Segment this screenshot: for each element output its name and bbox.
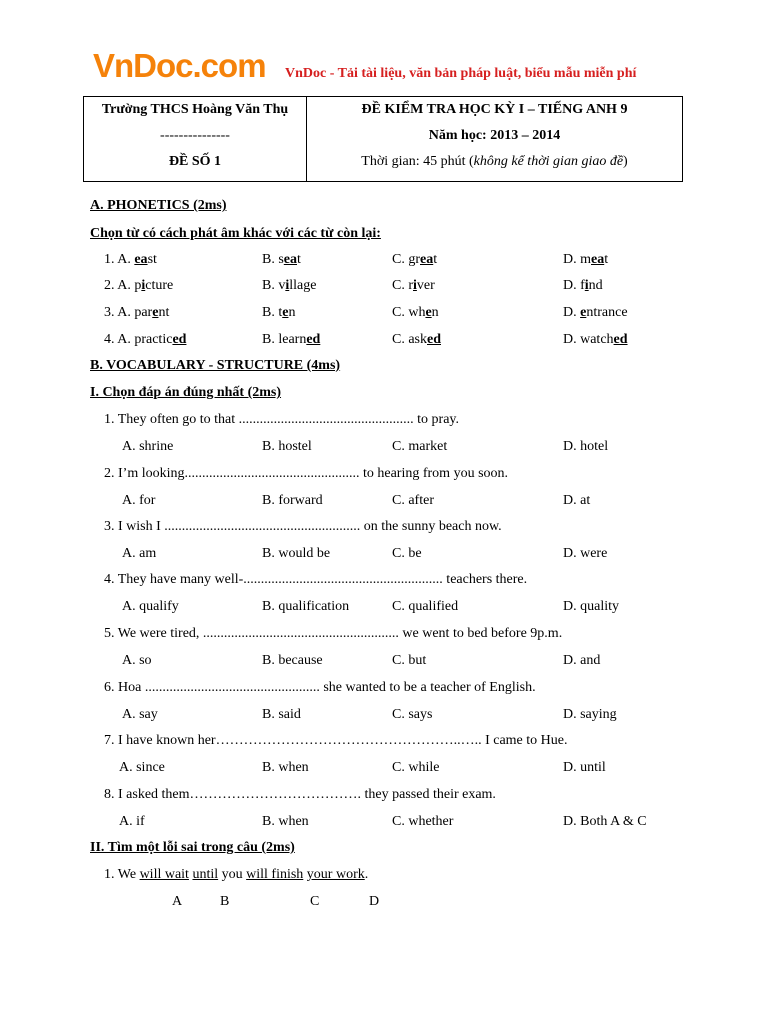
word-part-sound: e — [282, 305, 289, 320]
vocab-q7-option-d: D. until — [563, 760, 606, 775]
vocab-q5-option-a: A. so — [122, 653, 152, 668]
vocab-q6-option-c: C. says — [392, 707, 433, 722]
vocab-q4-option-c: C. qualified — [392, 599, 459, 614]
phonetics-q2-option-b — [262, 277, 316, 295]
school-year: Năm học: 2013 – 2014 — [428, 128, 561, 143]
dash-divider: --------------- — [160, 128, 230, 143]
word-part-sound: ed — [613, 332, 628, 347]
word-part-pre: practic — [134, 332, 173, 347]
vocab-q7-option-c: C. while — [392, 760, 440, 775]
vocab-q8-option-d: D. Both A & C — [563, 814, 647, 829]
word-part-pre: B. t — [262, 305, 283, 320]
word-part-pre: par — [134, 305, 153, 320]
question-number: 2. A. — [104, 278, 135, 293]
error-q1-space2: you — [218, 867, 247, 882]
vocab-q4-option-b: B. qualification — [262, 599, 350, 614]
section-a-heading: A. PHONETICS (2ms) — [90, 198, 227, 213]
word-part-post: ntrance — [586, 305, 628, 320]
word-part-sound: ea — [134, 252, 148, 267]
phonetics-q3-option-d — [563, 304, 628, 322]
vocab-q1-option-c: C. market — [392, 439, 448, 454]
word-part-pre: B. s — [262, 252, 284, 267]
section-b-heading: B. VOCABULARY - STRUCTURE (4ms) — [90, 358, 341, 373]
vocab-question-3: 3. I wish I ........................................................ on the sunny beach now. — [104, 519, 502, 534]
error-question-1 — [104, 866, 368, 884]
error-letter-d: D — [369, 894, 380, 909]
error-q1-part-a: will wait — [139, 867, 189, 882]
vocab-q3-option-a: A. am — [122, 546, 157, 561]
word-part-post: llage — [289, 278, 317, 293]
error-q1-part-b: until — [192, 867, 219, 882]
word-part-pre: C. r — [392, 278, 413, 293]
word-part-sound: e — [152, 305, 159, 320]
word-part-pre: D. m — [563, 252, 591, 267]
vocab-question-4: 4. They have many well-......................................................... teachers there. — [104, 572, 528, 587]
word-part-post: nt — [158, 305, 170, 320]
word-part-post: nd — [588, 278, 603, 293]
word-part-pre: B. v — [262, 278, 286, 293]
error-letter-c: C — [310, 894, 320, 909]
vocab-q1-option-d: D. hotel — [563, 439, 609, 454]
time-prefix: Thời gian: 45 phút ( — [361, 154, 474, 169]
vocab-q8-option-c: C. whether — [392, 814, 454, 829]
error-q1-end: . — [364, 867, 369, 882]
school-name: Trường THCS Hoàng Văn Thụ — [101, 102, 289, 117]
vocab-q4-option-d: D. quality — [563, 599, 619, 614]
vocab-question-7: 7. I have known her……………………………………………..….. I came to Hue. — [104, 733, 568, 748]
word-part-sound: ea — [420, 252, 434, 267]
vocab-q3-option-d: D. were — [563, 546, 608, 561]
vndoc-logo[interactable] — [93, 46, 266, 86]
phonetics-q2-option-d — [563, 277, 603, 295]
vocab-question-8: 8. I asked them………………………………. they passed their exam. — [104, 787, 496, 802]
word-part-post: t — [604, 252, 609, 267]
phonetics-q4-option-d — [563, 331, 628, 349]
section-a-instruction: Chọn từ có cách phát âm khác với các từ còn lại: — [90, 226, 381, 241]
word-part-post: ver — [416, 278, 435, 293]
word-part-sound: i — [141, 278, 146, 293]
phonetics-q3-option-b — [262, 304, 295, 322]
vocab-q5-option-c: C. but — [392, 653, 427, 668]
word-part-pre: p — [134, 278, 142, 293]
vocab-q5-option-b: B. because — [262, 653, 323, 668]
word-part-sound: e — [425, 305, 432, 320]
vocab-q3-option-b: B. would be — [262, 546, 331, 561]
school-column — [84, 97, 307, 181]
time-note: không kể thời gian giao đề — [473, 154, 624, 169]
vocab-q2-option-d: D. at — [563, 493, 591, 508]
word-part-sound: ea — [591, 252, 605, 267]
vocab-question-1: 1. They often go to that .................................................. to pray. — [104, 412, 460, 427]
vocab-q7-option-b: B. when — [262, 760, 309, 775]
vocab-q2-option-b: B. forward — [262, 493, 323, 508]
phonetics-q3-option-c — [392, 304, 439, 322]
phonetics-q2-option-a — [104, 277, 173, 295]
question-number: 3. A. — [104, 305, 135, 320]
word-part-post: cture — [145, 278, 174, 293]
vocab-q2-option-c: C. after — [392, 493, 434, 508]
vocab-question-6: 6. Hoa .................................................. she wanted to be a teacher of English. — [104, 680, 536, 695]
phonetics-q4-option-a — [104, 331, 186, 349]
error-letter-b: B — [220, 894, 230, 909]
phonetics-q1-option-a — [104, 251, 157, 269]
site-tagline: VnDoc - Tải tài liệu, văn bản pháp luật, biểu mẫu miễn phí — [285, 66, 637, 81]
vocab-question-2: 2. I’m looking.................................................. to hearing from you soon. — [104, 466, 509, 481]
vocab-q1-option-b: B. hostel — [262, 439, 312, 454]
logo-text-com: .com — [192, 47, 266, 84]
word-part-pre: D. watch — [563, 332, 614, 347]
error-q1-prefix: 1. We — [104, 867, 140, 882]
word-part-post: n — [431, 305, 439, 320]
vocab-question-5: 5. We were tired, ........................................................ we went to bed before 9p.m. — [104, 626, 563, 641]
word-part-post: t — [297, 252, 301, 267]
vocab-q4-option-a: A. qualify — [122, 599, 179, 614]
word-part-post: st — [147, 252, 157, 267]
word-part-post: n — [288, 305, 296, 320]
phonetics-q1-option-c — [392, 251, 437, 269]
word-part-sound: ed — [306, 332, 321, 347]
vocab-q7-option-a: A. since — [119, 760, 165, 775]
word-part-sound: i — [584, 278, 589, 293]
vocab-q1-option-a: A. shrine — [122, 439, 174, 454]
time-suffix: ) — [623, 154, 628, 169]
word-part-post: t — [433, 252, 438, 267]
vocab-q2-option-a: A. for — [122, 493, 156, 508]
word-part-sound: i — [413, 278, 417, 293]
word-part-pre: C. ask — [392, 332, 427, 347]
error-q1-part-c: will finish — [246, 867, 304, 882]
error-letter-a: A — [172, 894, 183, 909]
phonetics-q4-option-b — [262, 331, 320, 349]
word-part-pre: B. learn — [262, 332, 307, 347]
vocab-q6-option-a: A. say — [122, 707, 158, 722]
phonetics-q3-option-a — [104, 304, 169, 322]
word-part-sound: e — [580, 305, 587, 320]
phonetics-q2-option-c — [392, 277, 435, 295]
error-q1-part-d: your work — [306, 867, 365, 882]
question-number: 4. A. — [104, 332, 135, 347]
exam-title: ĐỀ KIỂM TRA HỌC KỲ I – TIẾNG ANH 9 — [361, 102, 628, 117]
vocab-q8-option-a: A. if — [119, 814, 145, 829]
word-part-pre: C. gr — [392, 252, 420, 267]
vocab-q8-option-b: B. when — [262, 814, 309, 829]
section-b1-heading: I. Chọn đáp án đúng nhất (2ms) — [90, 385, 282, 400]
word-part-sound: i — [285, 278, 290, 293]
word-part-pre: C. wh — [392, 305, 426, 320]
exam-number: ĐỀ SỐ 1 — [168, 154, 222, 169]
exam-time — [307, 149, 682, 175]
word-part-pre: D. — [563, 305, 581, 320]
vocab-q3-option-c: C. be — [392, 546, 422, 561]
word-part-sound: ed — [427, 332, 441, 347]
phonetics-q1-option-d — [563, 251, 608, 269]
vocab-q6-option-d: D. saying — [563, 707, 617, 722]
word-part-pre: D. f — [563, 278, 585, 293]
word-part-sound: ea — [283, 252, 298, 267]
question-number: 1. A. — [104, 252, 135, 267]
phonetics-q4-option-c — [392, 331, 441, 349]
section-b2-heading: II. Tìm một lỗi sai trong câu (2ms) — [90, 840, 295, 855]
exam-column — [307, 97, 682, 181]
exam-info-table — [83, 96, 683, 182]
phonetics-q1-option-b — [262, 251, 301, 269]
word-part-sound: ed — [172, 332, 187, 347]
logo-text-vndoc: VnDoc — [93, 47, 193, 84]
vocab-q6-option-b: B. said — [262, 707, 301, 722]
vocab-q5-option-d: D. and — [563, 653, 601, 668]
